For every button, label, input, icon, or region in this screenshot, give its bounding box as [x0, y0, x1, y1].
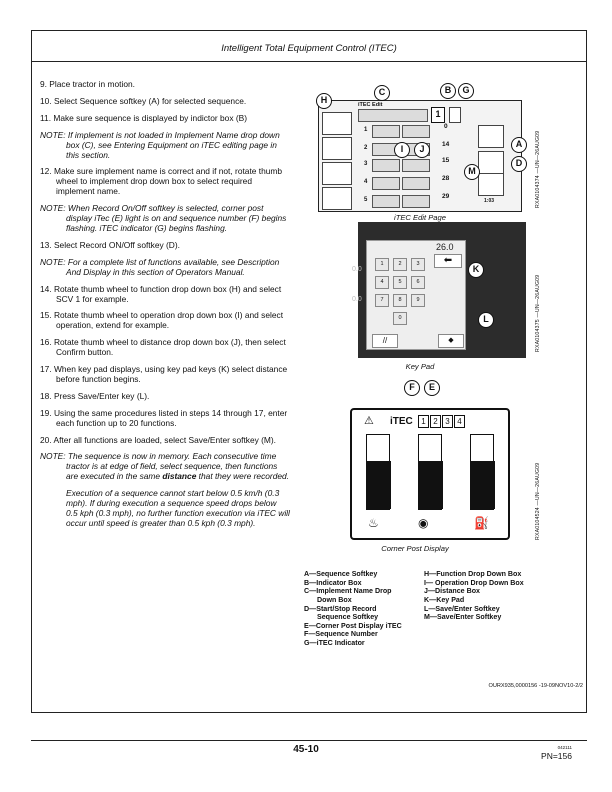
legend-item: C—Implement Name Drop: [304, 587, 392, 596]
row-number: 3: [364, 161, 368, 167]
sequence-softkey[interactable]: [449, 107, 461, 123]
key-4[interactable]: 4: [375, 276, 389, 289]
legend-item: A—Sequence Softkey: [304, 570, 378, 578]
callout-a: A: [511, 137, 527, 153]
edit-screen-title: iTEC Edit: [358, 102, 383, 108]
key-7[interactable]: 7: [375, 294, 389, 307]
legend-item: E—Corner Post Display iTEC: [304, 621, 402, 630]
function-drop-down[interactable]: [372, 125, 400, 138]
legend-item: Down Box: [317, 595, 352, 604]
side-ref-key-pad: RXA0104375 —UN—26AUG09: [535, 274, 541, 352]
sequence-box-3: 3: [442, 415, 453, 428]
footer-divider: [31, 740, 587, 741]
function-drop-down[interactable]: [372, 195, 400, 208]
callout-h: H: [316, 93, 332, 109]
distance-value: 14: [442, 141, 450, 148]
callout-f: F: [404, 380, 420, 396]
fuel-icon: ⛽: [474, 516, 489, 530]
distance-value: 29: [442, 193, 450, 200]
callout-m: M: [464, 164, 480, 180]
row-number: 2: [364, 145, 368, 151]
indicator-box: 1: [431, 107, 445, 123]
key-0[interactable]: 0: [393, 312, 407, 325]
step-20: 20. After all functions are loaded, select Save/Enter softkey (M).: [40, 434, 277, 445]
save-enter-key[interactable]: ◆: [438, 334, 464, 348]
legend-item: Sequence Softkey: [317, 613, 379, 622]
step-18: 18. Press Save/Enter key (L).: [40, 390, 150, 401]
softkey-left-2[interactable]: [322, 137, 352, 160]
key-2[interactable]: 2: [393, 258, 407, 271]
function-drop-down[interactable]: [372, 177, 400, 190]
left-value: 0.0: [352, 296, 362, 303]
sequence-box-1: 1: [418, 415, 429, 428]
side-ref-edit-page: RXA0104374 —UN—26AUG09: [535, 130, 541, 208]
key-5[interactable]: 5: [393, 276, 407, 289]
procedure-steps: [40, 80, 290, 536]
pn-number: PN=156: [541, 751, 572, 761]
legend-left: [304, 570, 402, 648]
step-14: 14. Rotate thumb wheel to function drop down box (H) and select SCV 1 for example.: [40, 283, 282, 304]
legend-item: H—Function Drop Down Box: [424, 570, 522, 578]
legend-item: F—Sequence Number: [304, 630, 378, 639]
speed-value: 1:03: [484, 198, 495, 204]
page-number: 45-10: [293, 744, 319, 755]
step-10: 10. Select Sequence softkey (A) for selected sequence.: [40, 95, 247, 106]
note-record-on-off: NOTE: When Record On/Off softkey is selected, corner post display iTec (E) light is on and sequence number (F) begins flashing. iTEC indicator (G) begins flashing.: [40, 203, 287, 233]
step-19: 19. Using the same procedures listed in steps 14 through 17, enter each function up to 20 functions.: [40, 407, 288, 428]
left-value: 0.0: [352, 266, 362, 273]
sequence-box-4: 4: [454, 415, 465, 428]
key-3[interactable]: 3: [411, 258, 425, 271]
distance-value: 28: [442, 175, 450, 182]
operation-drop-down[interactable]: [402, 195, 430, 208]
operation-drop-down[interactable]: [402, 159, 430, 172]
softkey-left-4[interactable]: [322, 187, 352, 210]
callout-g: G: [458, 83, 474, 99]
row-number: 5: [364, 197, 368, 203]
step-13: 13. Select Record ON/Off softkey (D).: [40, 239, 180, 250]
callout-b: B: [440, 83, 456, 99]
key-pad-display: 26.0: [436, 242, 454, 252]
legend-item: G—iTEC Indicator: [304, 639, 365, 648]
row-number: 1: [364, 127, 368, 133]
figure-itec-edit-page: [318, 85, 542, 217]
callout-k: K: [468, 262, 484, 278]
page-header-title: Intelligent Total Equipment Control (ITEC): [221, 43, 397, 54]
key-9[interactable]: 9: [411, 294, 425, 307]
legend-item: K—Key Pad: [424, 595, 465, 604]
step-11: 11. Make sure sequence is displayed by indictor box (B): [40, 112, 247, 123]
softkey-right-2[interactable]: [478, 151, 504, 174]
key-8[interactable]: 8: [393, 294, 407, 307]
engine-temp-icon: ♨: [368, 516, 379, 530]
caption-key-pad: Key Pad: [405, 362, 435, 371]
legend-item: B—Indicator Box: [304, 578, 362, 587]
itec-warning-icon: ⚠: [364, 415, 374, 427]
note-speed-limit: Execution of a sequence cannot start below 0.5 km/h (0.3 mph). If during execution a sequence speed drops below 0.5 kph (0.3 mph), no further function execution via iTEC will occur until speed is greater than 0.5 kph (0.3 mph).: [66, 488, 290, 528]
note-sequence-in-memory: NOTE: The sequence is now in memory. Each consecutive time tractor is at edge of field, select sequence, then functions are executed in the same distance that they were recorded.: [40, 451, 289, 482]
side-ref-corner-post: RXA0104524 —UN—26AUG09: [535, 462, 541, 540]
step-9: 9. Place tractor in motion.: [40, 79, 135, 89]
backspace-key[interactable]: ⬅: [434, 254, 462, 268]
step-12: 12. Make sure implement name is correct and if not, rotate thumb wheel to implement drop down box to select required implement name.: [40, 166, 283, 197]
implement-name-drop-down[interactable]: [358, 109, 428, 122]
distance-value: 0: [444, 123, 448, 130]
bar-gauge-left: [366, 434, 390, 510]
callout-e: E: [424, 380, 440, 396]
sequence-box-2: 2: [430, 415, 441, 428]
legend-item: D—Start/Stop Record: [304, 604, 377, 613]
footer-code: 042111: [557, 745, 572, 750]
operation-drop-down[interactable]: [402, 177, 430, 190]
softkey-left-3[interactable]: [322, 162, 352, 185]
legend-right: [424, 570, 524, 622]
itec-label: iTEC: [390, 416, 413, 427]
operation-drop-down[interactable]: [402, 125, 430, 138]
figure-corner-post-display: [340, 378, 520, 542]
callout-d: D: [511, 156, 527, 172]
record-on-off-softkey[interactable]: [478, 125, 504, 148]
callout-c: C: [374, 85, 390, 101]
step-15: 15. Rotate thumb wheel to operation drop down box (I) and select operation, extend for example.: [40, 310, 284, 331]
legend-item: I— Operation Drop Down Box: [424, 578, 524, 587]
document-reference: OURX935,0000156 -19-09NOV10-2/2: [488, 683, 583, 689]
figure-key-pad: [352, 222, 526, 358]
cancel-key[interactable]: //: [372, 334, 398, 348]
step-16: 16. Rotate thumb wheel to distance drop down box (J), then select Confirm button.: [40, 337, 286, 358]
callout-l: L: [478, 312, 494, 328]
caption-corner-post-display: Corner Post Display: [381, 544, 449, 553]
key-1[interactable]: 1: [375, 258, 389, 271]
row-number: 4: [364, 179, 368, 185]
softkey-left-1[interactable]: [322, 112, 352, 135]
header-divider: [32, 61, 586, 62]
legend-item: L—Save/Enter Softkey: [424, 604, 500, 613]
callout-j: J: [414, 142, 430, 158]
callout-i: I: [394, 142, 410, 158]
distance-value: 15: [442, 157, 450, 164]
bar-gauge-middle: [418, 434, 442, 510]
emphasis-distance: distance: [162, 471, 197, 482]
save-enter-softkey[interactable]: [478, 173, 504, 196]
function-drop-down[interactable]: [372, 159, 400, 172]
note-implement-not-loaded: NOTE: If implement is not loaded in Implement Name drop down box (C), see Entering Equipment on iTEC editing page in this section.: [40, 129, 280, 160]
caption-itec-edit-page: iTEC Edit Page: [394, 213, 446, 222]
legend-item: J—Distance Box: [424, 587, 480, 596]
bar-gauge-right: [470, 434, 494, 510]
legend-item: M—Save/Enter Softkey: [424, 613, 502, 622]
key-6[interactable]: 6: [411, 276, 425, 289]
note-function-list: NOTE: For a complete list of functions available, see Description And Display in this section of Operators Manual.: [40, 256, 280, 277]
oil-pressure-icon: ◉: [418, 516, 429, 530]
step-17: 17. When key pad displays, using key pad keys (K) select distance before function begins.: [40, 364, 288, 384]
